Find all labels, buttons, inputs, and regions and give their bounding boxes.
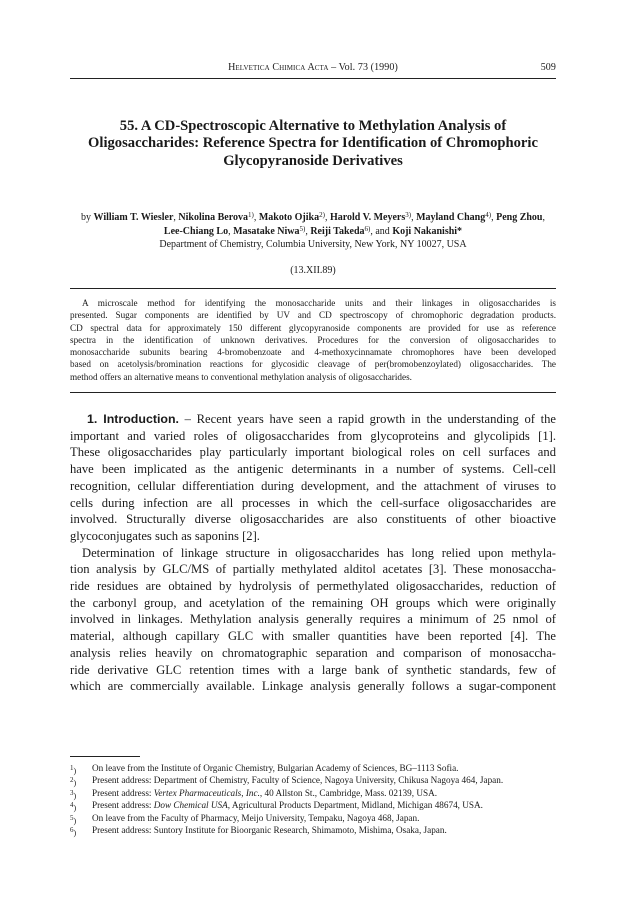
footnote-text: , 40 Allston St., Cambridge, Mass. 02139, USA. <box>259 787 438 798</box>
paragraph-line: recognition, cellular differentiation during development, and the attachment of viruses to <box>70 478 556 493</box>
footnote-item <box>70 774 556 789</box>
paragraph-line: Determination of linkage structure in oligosaccharides has long relied upon methyla- <box>82 545 556 560</box>
paragraph-line: ride residues are obtained by hydrolysis of permethylated oligosaccharides, reduction of <box>70 579 556 594</box>
abstract-rule-bottom <box>70 392 556 393</box>
author: William T. Wiesler <box>93 212 174 223</box>
footnote-text: Present address: Department of Chemistry, Faculty of Science, Nagoya University, Chikusa Nagoya 464, Japan. <box>92 775 504 786</box>
author-footnote-mark: 2) <box>319 211 325 219</box>
footnote-mark: $^3$) <box>70 788 77 801</box>
author: Nikolina Berova <box>178 212 248 223</box>
footnote-item <box>70 787 556 799</box>
abstract-line: A microscale method for identifying the monosaccharide units and their linkages in oligosaccharides is <box>82 298 556 308</box>
journal-name: Helvetica Chimica Acta <box>228 62 329 73</box>
footnote-number: 2 <box>70 776 74 785</box>
author: Harold V. Meyers <box>329 212 406 223</box>
header-rule <box>70 78 556 79</box>
footnote-item <box>70 762 556 774</box>
footnote-text: , Agricultural Products Department, Midland, Michigan 48674, USA. <box>227 800 483 811</box>
article-title <box>70 118 556 170</box>
footnote-text: On leave from the Institute of Organic Chemistry, Bulgarian Academy of Sciences, BG–1113 Sofia. <box>92 763 459 773</box>
footnote-number: 6 <box>70 826 74 835</box>
abstract-line: monosaccharide subunits bearing 4-bromobenzoate and 4-methoxycinnamate chromophores have been developed <box>70 347 556 357</box>
paragraph-line: important and varied roles of oligosaccharides from glycoproteins and glycolipids [1]. <box>70 428 556 443</box>
footnote-number: 4 <box>70 801 74 810</box>
author: Peng Zhou <box>496 212 543 223</box>
abstract-line: based on acetolysis/bromination reactions for glycosidic cleavage of per(bromobenzoylated) oligosaccharides. The <box>70 359 556 370</box>
paragraph-line: tion analysis by GLC/MS of partially methylated alditol acetates [3]. These monosaccha- <box>70 562 556 577</box>
author: Masatake Niwa <box>233 225 300 237</box>
title-line-3: Glycopyranoside Derivatives <box>223 152 403 169</box>
authors-line-1: by William T. Wiesler, Nikolina Berova$^{1)}$, Makoto Ojika$^{2)}$, Harold V. Meyers$^{3)}$, Mayland Chang$^{4)}$, Peng Zhou, <box>81 211 545 223</box>
abstract-line: presented. Sugar components are identified by UV and CD spectroscopy of chromophoric degradation products. <box>70 310 556 321</box>
paragraph-line: Recent years have seen a rapid growth in the understanding of the <box>196 412 556 426</box>
received-date: (13.XII.89) <box>290 265 336 276</box>
page-number: 509 <box>540 62 556 73</box>
paragraph-line: These oligosaccharides play particularly important biological roles on cell surfaces and <box>70 445 556 460</box>
affiliation: Department of Chemistry, Columbia University, New York, NY 10027, USA <box>159 239 467 250</box>
journal-volume-line <box>70 62 556 73</box>
footnote-mark: $^6$) <box>70 826 77 838</box>
author-footnote-mark: 1) <box>247 211 254 219</box>
author: Lee-Chiang Lo <box>163 225 229 237</box>
by-word: by <box>81 212 91 223</box>
footnote-company: Vertex Pharmaceuticals, Inc. <box>153 787 260 798</box>
paragraph-line: material, although capillary GLC with smaller quantities have been reported [4]. The <box>70 629 556 644</box>
title-line-1 <box>70 118 556 135</box>
footnote-rule <box>70 756 140 757</box>
footnote-item <box>70 824 556 836</box>
intro-first-line <box>70 411 556 428</box>
author-footnote-mark: 5) <box>299 224 306 233</box>
author: Makoto Ojika <box>258 212 320 223</box>
footnote-mark: $^2$) <box>70 776 77 789</box>
section-heading: 1. Introduction. <box>87 412 179 426</box>
footnote-text: Present address: Suntory Institute for Bioorganic Research, Shimamoto, Mishima, Osaka, Japan. <box>92 825 447 836</box>
article-number: 55. <box>119 118 139 134</box>
footnote-text: On leave from the Faculty of Pharmacy, Meijo University, Tempaku, Nagoya 468, Japan. <box>92 812 420 823</box>
author: Mayland Chang <box>416 212 486 223</box>
author: Reiji Takeda <box>310 225 365 237</box>
paragraph-line: ride derivative GLC retention times with a large bank of synthetic standards, few of <box>70 662 556 677</box>
abstract <box>70 297 556 383</box>
and-word: and <box>375 225 390 237</box>
footnote-number: 3 <box>70 788 74 797</box>
running-head-separator: – <box>328 62 339 73</box>
footnote-item <box>70 799 556 811</box>
footnote-number: 1 <box>70 764 74 772</box>
paragraph-line: have been implicated as the antigenic determinants in a number of systems. Cell-cell <box>70 462 556 477</box>
author-footnote-mark: 3) <box>405 211 412 219</box>
abstract-line: CD spectral data for approximately 150 different glycopyranoside components are provided for use as reference <box>70 322 556 333</box>
title-line-2: Oligosaccharides: Reference Spectra for Identification of Chromophoric <box>88 135 538 152</box>
running-head <box>70 62 556 78</box>
heading-dash: – <box>179 412 197 426</box>
journal-volume: Vol. 73 (1990) <box>338 62 398 73</box>
title-text-1: A CD-Spectroscopic Alternative to Methylation Analysis of <box>140 118 507 134</box>
paragraph-line: which are commercially available. Linkage analysis generally follows a sugar-component <box>70 679 556 694</box>
author-list <box>70 211 556 238</box>
paragraph-line: involved. Structurally diverse oligosaccharides are also constituents of other bioactive <box>70 512 556 527</box>
footnote-company: Dow Chemical USA <box>153 800 228 811</box>
paragraph-line: involved in linkages. Methylation analysis generally requires a minimum of 25 nmol of <box>70 612 556 627</box>
paragraph-line: cells during infection are all processes in which the cell-surface oligosaccharides are <box>70 495 556 510</box>
footnote-text: Present address: <box>92 800 154 811</box>
footnote-mark: $^1$) <box>70 764 77 776</box>
footnotes <box>70 762 556 836</box>
introduction-section <box>70 411 556 695</box>
footnote-number: 5 <box>70 813 74 822</box>
paragraph-line: the carbonyl group, and acetylation of the remaining OH groups which were originally <box>70 595 556 610</box>
footnote-mark: $^5$) <box>70 813 77 826</box>
abstract-rule-top <box>70 288 556 289</box>
paragraph-line: glycoconjugates such as saponins [2]. <box>70 528 260 543</box>
authors-line-2: Lee-Chiang Lo, Masatake Niwa$^{5)}$, Reiji Takeda$^{6)}$, and Koji Nakanishi* <box>163 224 463 237</box>
footnote-mark: $^4$) <box>70 801 77 813</box>
footnote-text: Present address: <box>92 787 154 798</box>
author-footnote-mark: 6) <box>364 224 371 233</box>
abstract-line: method offers an alternative means to conventional methylation analysis of oligosaccharides. <box>70 371 412 382</box>
footnote-item <box>70 812 556 824</box>
abstract-line: spectra in the identification of unknown derivatives. Procedures for the conversion of oligosaccharides to <box>70 334 556 345</box>
author: Koji Nakanishi* <box>392 225 463 237</box>
paragraph-line: analysis relies heavily on chromatographic separation and comparison of monosaccha- <box>70 645 556 660</box>
author-footnote-mark: 4) <box>485 211 492 219</box>
